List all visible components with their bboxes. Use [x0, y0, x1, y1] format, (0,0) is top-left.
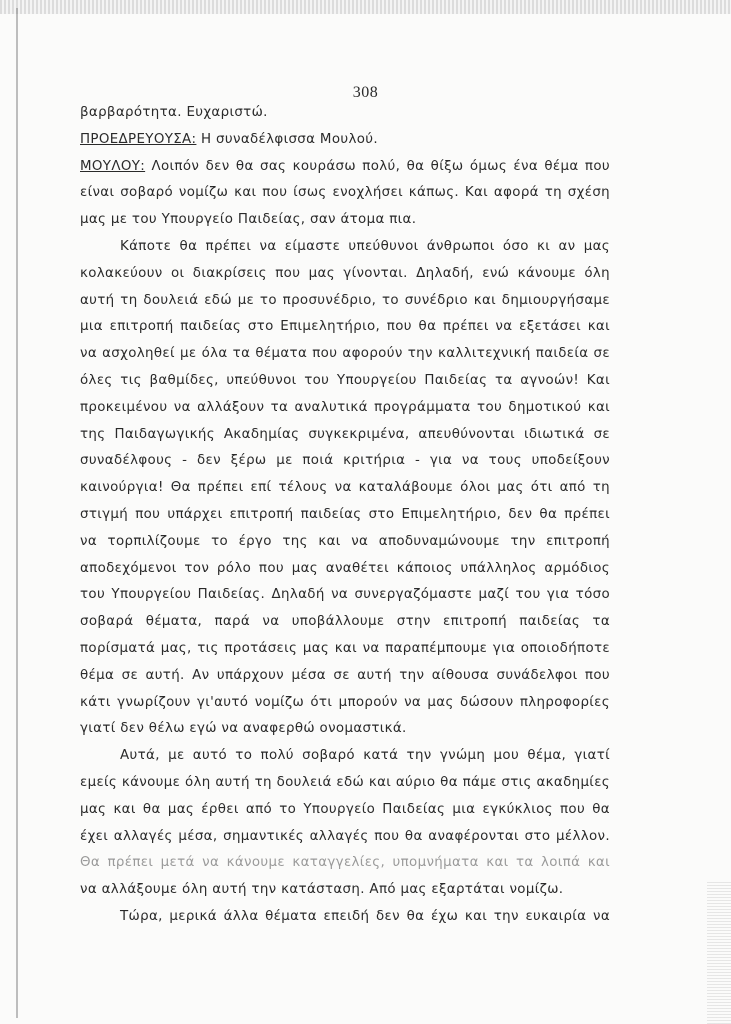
line-text: Τώρα, μερικά άλλα θέματα επειδή δεν θα έχω και την ευκαιρία να	[120, 908, 610, 924]
line-text: προκειμένου να αλλάξουν τα αναλυτικά προγράμματα του δημοτικού και	[80, 399, 610, 415]
line-text: Αυτά, με αυτό το πολύ σοβαρό κατά την γνώμη μου θέμα, γιατί	[120, 748, 610, 764]
text-line	[80, 904, 610, 931]
line-text: Λοιπόν δεν θα σας κουράσω πολύ, θα θίξω όμως ένα θέμα που	[145, 158, 610, 174]
text-line	[80, 288, 610, 315]
line-text: σοβαρά θέματα, παρά να υποβάλλουμε στην επιτροπή παιδείας τα	[80, 614, 610, 630]
text-line	[80, 824, 610, 851]
line-text: Κάποτε θα πρέπει να είμαστε υπεύθυνοι άνθρωποι όσο κι αν μας	[120, 238, 610, 254]
text-line	[80, 529, 610, 556]
text-line	[80, 368, 610, 395]
text-line	[80, 770, 610, 797]
line-text: βαρβαρότητα. Ευχαριστώ.	[80, 105, 268, 120]
text-line	[80, 797, 610, 824]
text-line	[80, 582, 610, 609]
line-text: μας με του Υπουργείο Παιδείας, σαν άτομα πια.	[80, 212, 417, 228]
line-text: κάτι γνωρίζουν γι'αυτό νομίζω ότι μπορούν να μας δώσουν πληροφορίες	[80, 694, 610, 710]
text-line	[80, 127, 610, 154]
text-line	[80, 636, 610, 663]
line-text: Θα πρέπει μετά να κάνουμε καταγγελίες, υπομνήματα και τα λοιπά και	[80, 855, 610, 871]
line-text: όλες τις βαθμίδες, υπεύθυνοι του Υπουργείου Παιδείας τα αγνοών! Και	[80, 372, 610, 388]
text-line	[80, 850, 610, 877]
text-line	[80, 448, 610, 475]
line-text: μια επιτροπή παιδείας στο Επιμελητήριο, που θα πρέπει να εξετάσει και	[80, 319, 610, 335]
text-line	[80, 395, 610, 422]
line-text: γιατί δεν θέλω εγώ να αναφερθώ ονομαστικά.	[80, 721, 407, 737]
scan-noise	[707, 880, 731, 1024]
page-number: 308	[352, 84, 379, 101]
line-text: πορίσματά μας, τις προτάσεις μας και να παραπέμπουμε για οποιοδήποτε	[80, 640, 610, 656]
line-text: εμείς κάνουμε όλη αυτή τη δουλειά εδώ και αύριο θα πάμε στις ακαδημίες	[80, 774, 610, 790]
text-line	[80, 556, 610, 583]
line-text: στιγμή που υπάρχει επιτροπή παιδείας στο Επιμελητήριο, δεν θα πρέπει	[80, 506, 610, 522]
line-text: έχει αλλαγές μέσα, σημαντικές αλλαγές που θα αναφέρονται στο μέλλον.	[80, 828, 610, 844]
line-text: της Παιδαγωγικής Ακαδημίας συγκεκριμένα, απευθύνονται ιδιωτικά σε	[80, 426, 610, 442]
text-line	[80, 877, 610, 904]
text-line	[80, 314, 610, 341]
line-text: αποδεχόμενοι τον ρόλο που μας αναθέτει κάποιος υπάλληλος αρμόδιος	[80, 560, 610, 576]
text-line	[80, 663, 610, 690]
line-text: καινούργια! Θα πρέπει επί τέλους να καταλάβουμε όλοι μας ότι από τη	[80, 480, 610, 496]
speaker-name: ΜΟΥΛΟΥ:	[80, 158, 146, 174]
scan-top-edge	[0, 0, 731, 14]
line-text: να ασχοληθεί με όλα τα θέματα που αφορούν την καλλιτεχνική παιδεία σε	[80, 346, 610, 362]
speaker-name: ΠΡΟΕΔΡΕΥΟΥΣΑ:	[80, 131, 197, 147]
text-line	[80, 716, 610, 743]
text-line	[80, 234, 610, 261]
text-line	[80, 261, 610, 288]
text-line	[80, 422, 610, 449]
line-text: μας και θα μας έρθει από το Υπουργείο Παιδείας μια εγκύκλιος που θα	[80, 801, 610, 817]
line-text: θέμα σε αυτή. Αν υπάρχουν μέσα σε αυτή την αίθουσα συνάδελφοι που	[80, 667, 610, 683]
line-text: να τορπιλίζουμε το έργο της και να αποδυναμώνουμε την επιτροπή	[80, 533, 610, 549]
line-text: αυτή τη δουλειά εδώ με το προσυνέδριο, το συνέδριο και δημιουργήσαμε	[80, 292, 610, 308]
line-text: κολακεύουν οι διακρίσεις που μας γίνονται. Δηλαδή, ενώ κάνουμε όλη	[80, 265, 610, 281]
text-line	[80, 609, 610, 636]
text-line	[80, 690, 610, 717]
text-line	[80, 207, 610, 234]
transcript-text	[80, 100, 610, 931]
scan-left-edge	[16, 8, 18, 1018]
text-line	[80, 743, 610, 770]
line-text: συναδέλφους - δεν ξέρω με ποιά κριτήρια - για να τους υποδείξουν	[80, 453, 610, 469]
text-line	[80, 154, 610, 181]
line-text: Η συναδέλφισσα Μουλού.	[196, 131, 378, 147]
text-line	[80, 100, 610, 127]
text-line	[80, 180, 610, 207]
line-text: είναι σοβαρό νομίζω και που ίσως ενοχλήσει κάπως. Και αφορά τη σχέση	[80, 185, 610, 201]
text-line	[80, 341, 610, 368]
line-text: να αλλάξουμε όλη αυτή την κατάσταση. Από μας εξαρτάται νομίζω.	[80, 882, 564, 898]
text-line	[80, 502, 610, 529]
line-text: του Υπουργείου Παιδείας. Δηλαδή να συνεργαζόμαστε μαζί του για τόσο	[80, 587, 610, 603]
text-line	[80, 475, 610, 502]
